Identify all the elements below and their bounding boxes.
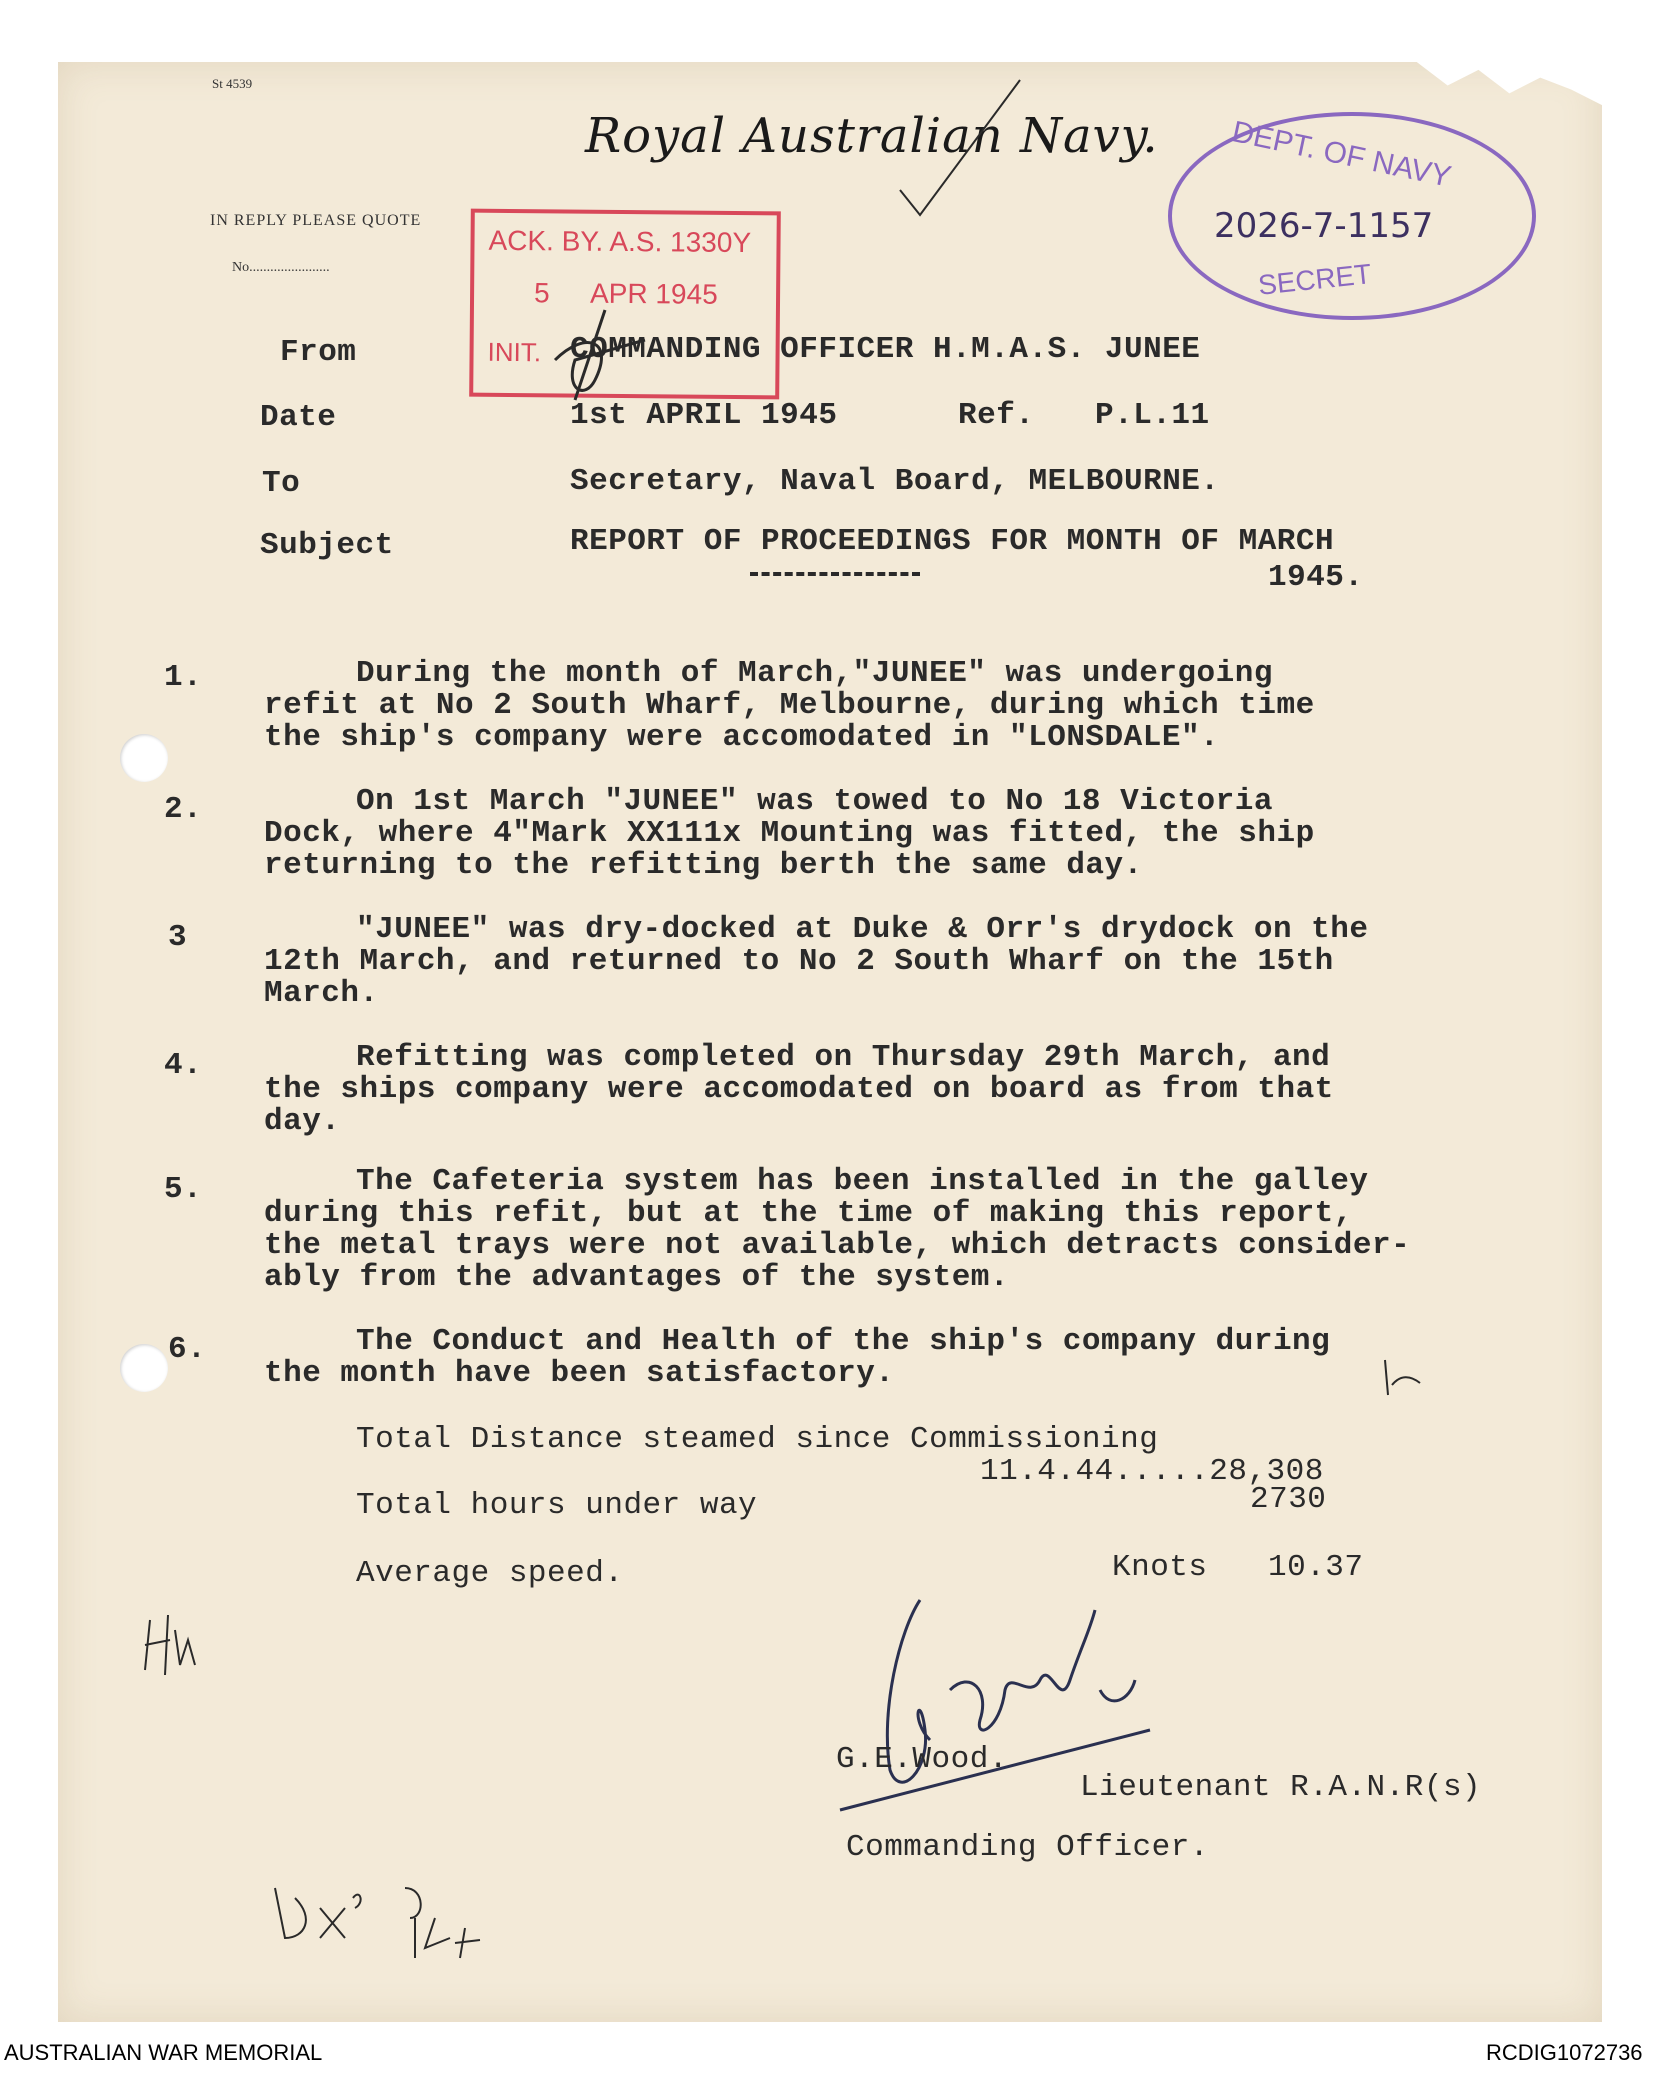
signatory-name: G.E.Wood. [836, 1742, 1008, 1777]
subject-label: Subject [260, 528, 394, 563]
paragraph-line: ably from the advantages of the system. [264, 1260, 1010, 1295]
speed-unit: Knots [1112, 1550, 1208, 1585]
from-value: COMMANDING OFFICER H.M.A.S. JUNEE [570, 332, 1201, 367]
paragraph-line: March. [264, 976, 379, 1011]
paragraph-number: 1. [164, 660, 203, 695]
stamp-ack-date: APR 1945 [589, 277, 718, 310]
signatory-rank: Lieutenant R.A.N.R(s) [1080, 1770, 1482, 1805]
speed-value: 10.37 [1268, 1550, 1364, 1585]
speed-label: Average speed. [356, 1556, 624, 1591]
paragraph-number: 2. [164, 792, 203, 827]
to-label: To [262, 466, 301, 501]
paragraph-line: Dock, where 4"Mark XX111x Mounting was fitted, the ship [264, 816, 1315, 851]
paragraph-line: the ships company were accomodated on board as from that [264, 1072, 1334, 1107]
underline-dashes [750, 572, 920, 576]
stamp-dept-secret: SECRET [1256, 258, 1373, 301]
paragraph-line: during this refit, but at the time of making this report, [264, 1196, 1353, 1231]
pen-tick-mark [880, 75, 1040, 225]
stamp-ack-line: ACK. BY. A.S. 1330Y [488, 224, 752, 259]
paragraph-number: 3 [168, 920, 188, 955]
subject-year: 1945. [1268, 560, 1364, 595]
paragraph-line: "JUNEE" was dry-docked at Duke & Orr's drydock on the [356, 912, 1369, 947]
paragraph-number: 4. [164, 1048, 203, 1083]
paragraph-line: the ship's company were accomodated in "LONSDALE". [264, 720, 1220, 755]
to-value: Secretary, Naval Board, MELBOURNE. [570, 464, 1220, 499]
paragraph-line: the metal trays were not available, which detracts consider- [264, 1228, 1411, 1263]
date-label: Date [260, 400, 337, 435]
punch-hole [120, 1344, 168, 1392]
distance-value: 11.4.44.....28,308 [980, 1454, 1324, 1489]
paragraph-line: The Conduct and Health of the ship's company during [356, 1324, 1331, 1359]
dept-of-navy-stamp [1168, 112, 1536, 320]
ref-value: P.L.11 [1095, 398, 1210, 433]
reply-quote-label: IN REPLY PLEASE QUOTE [210, 212, 422, 229]
ref-label: Ref. [958, 398, 1035, 433]
paragraph-line: returning to the refitting berth the same day. [264, 848, 1143, 883]
footer-left: AUSTRALIAN WAR MEMORIAL [4, 2040, 323, 2065]
form-code: St 4539 [212, 76, 253, 91]
paragraph-line: The Cafeteria system has been installed in the galley [356, 1164, 1369, 1199]
hours-value: 2730 [1250, 1482, 1327, 1517]
from-label: From [280, 335, 357, 370]
bottom-note-handwriting [265, 1878, 495, 1968]
date-value: 1st APRIL 1945 [570, 398, 838, 433]
paragraph-line: day. [264, 1104, 341, 1139]
stamp-dept-number: 2026-7-1157 [1214, 206, 1434, 246]
check-mark-handwriting [1380, 1355, 1430, 1405]
paragraph-line: the month have been satisfactory. [264, 1356, 895, 1391]
paragraph-line: refit at No 2 South Wharf, Melbourne, during which time [264, 688, 1315, 723]
stamp-ack-day: 5 [533, 277, 550, 309]
subject-value: REPORT OF PROCEEDINGS FOR MONTH OF MARCH [570, 524, 1335, 559]
letterhead: Royal Australian Navy. [585, 108, 1159, 164]
paragraph-line: 12th March, and returned to No 2 South Wharf on the 15th [264, 944, 1334, 979]
hours-label: Total hours under way [356, 1488, 758, 1523]
distance-label: Total Distance steamed since Commissioning [356, 1422, 1159, 1457]
paragraph-line: During the month of March,"JUNEE" was undergoing [356, 656, 1273, 691]
margin-initials-handwriting [140, 1610, 200, 1680]
paragraph-line: On 1st March "JUNEE" was towed to No 18 Victoria [356, 784, 1273, 819]
stamp-dept-title: DEPT. OF NAVY [1229, 115, 1454, 194]
paragraph-number: 5. [164, 1172, 203, 1207]
reply-number-label: No....................... [232, 260, 330, 275]
paragraph-number: 6. [168, 1332, 207, 1367]
signatory-title: Commanding Officer. [846, 1830, 1209, 1865]
stamp-ack-initials: INIT. [487, 336, 542, 368]
paragraph-line: Refitting was completed on Thursday 29th March, and [356, 1040, 1331, 1075]
footer-right: RCDIG1072736 [1486, 2040, 1643, 2065]
punch-hole [120, 734, 168, 782]
